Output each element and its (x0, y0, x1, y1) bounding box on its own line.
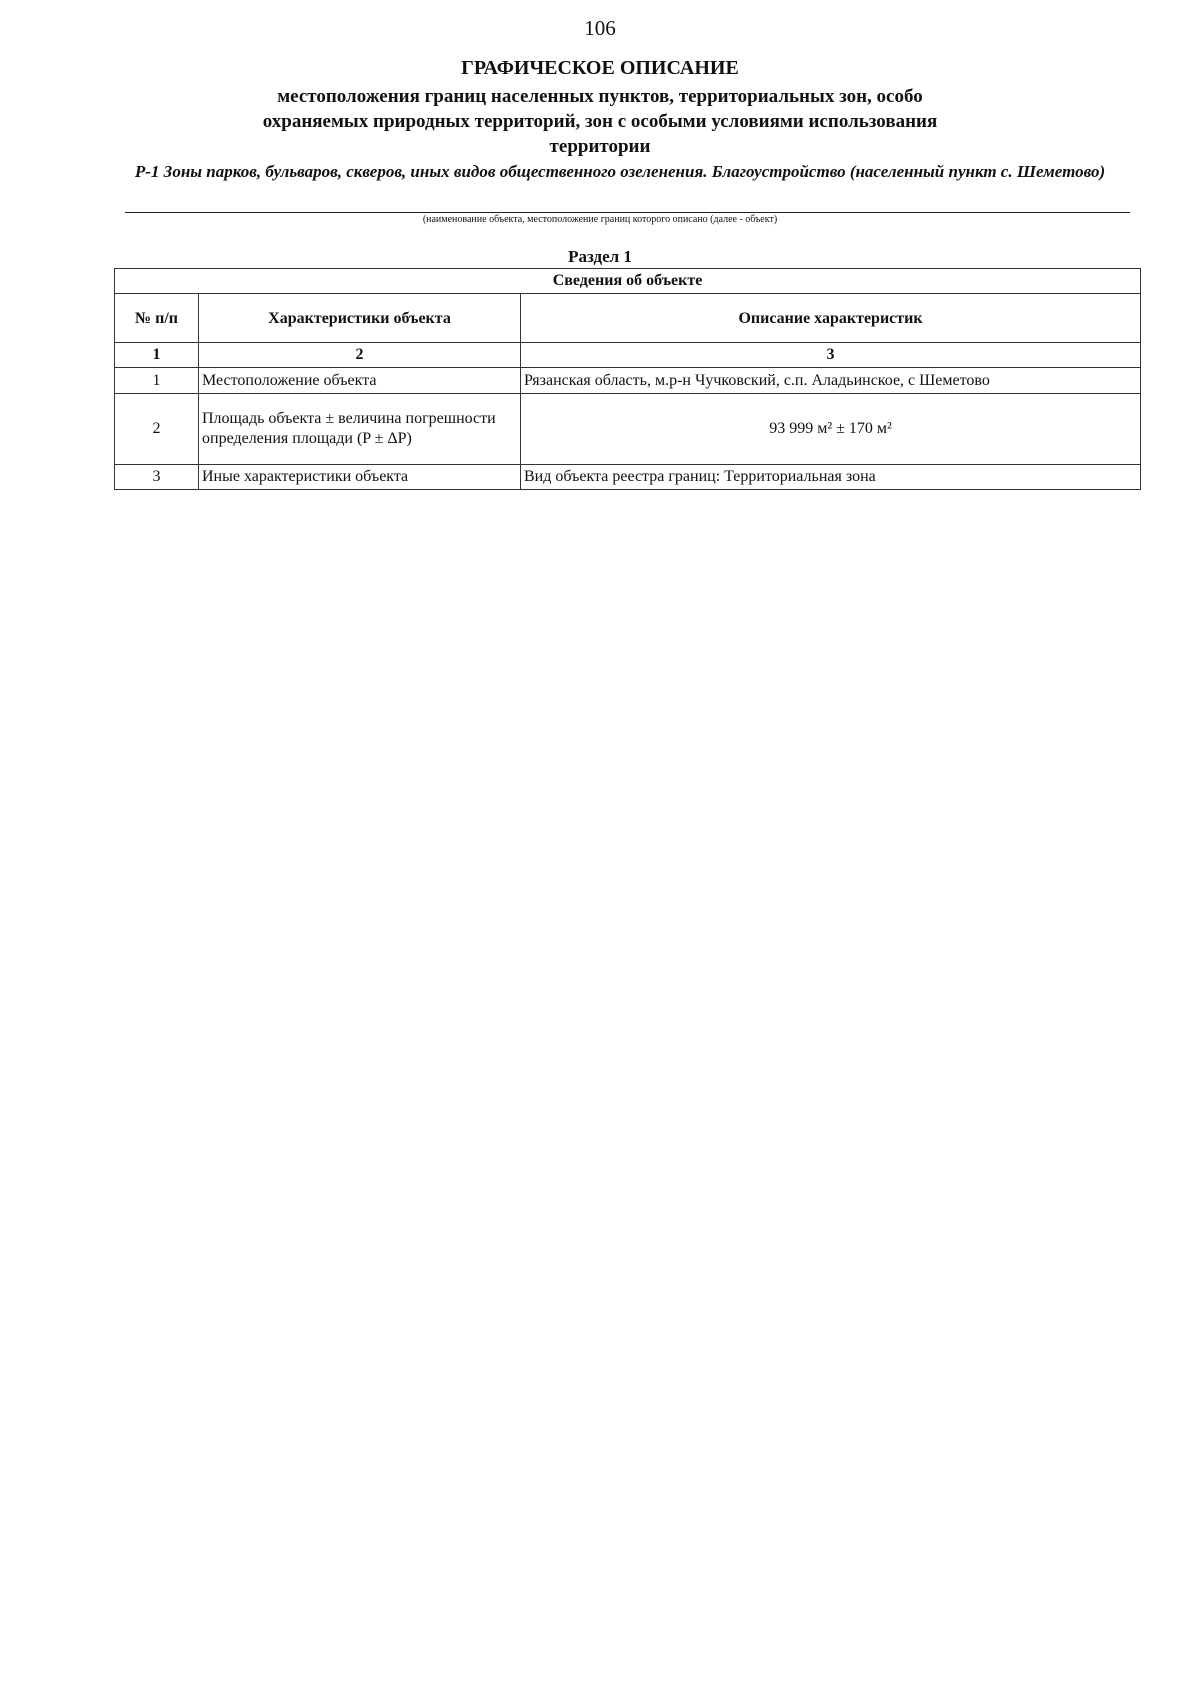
row-number: 2 (115, 394, 199, 465)
table-row (115, 465, 1141, 490)
row-characteristic: Площадь объекта ± величина погрешности определения площади (P ± ΔP) (199, 394, 521, 465)
section-title: Раздел 1 (568, 247, 632, 266)
column-header-number: № п/п (115, 294, 199, 343)
column-header-description: Описание характеристик (521, 294, 1141, 343)
column-header-characteristic: Характеристики объекта (199, 294, 521, 343)
column-number-row (115, 343, 1141, 368)
document-title: ГРАФИЧЕСКОЕ ОПИСАНИЕ (461, 57, 739, 79)
row-description: 93 999 м² ± 170 м² (521, 394, 1141, 465)
object-info-table (114, 268, 1141, 490)
table-header-row (115, 294, 1141, 343)
page-number: 106 (584, 16, 616, 40)
column-number: 3 (521, 343, 1141, 368)
object-name: Р-1 Зоны парков, бульваров, скверов, иных видов общественного озеленения. Благоустройство (населенный пункт с. Шеметово) (134, 162, 1106, 181)
row-description: Рязанская область, м.р-н Чучковский, с.п. Аладьинское, с Шеметово (521, 368, 1141, 394)
table-row (115, 368, 1141, 394)
row-description: Вид объекта реестра границ: Территориальная зона (521, 465, 1141, 490)
document-subtitle: местоположения границ населенных пунктов, территориальных зон, особо охраняемых природных территорий, зон с особыми условиями использования территории (262, 86, 938, 157)
row-number: 3 (115, 465, 199, 490)
table-caption: Сведения об объекте (115, 269, 1141, 294)
column-number: 2 (199, 343, 521, 368)
object-caption: (наименование объекта, местоположение границ которого описано (далее - объект) (422, 214, 778, 225)
table-caption-row (115, 269, 1141, 294)
row-characteristic: Местоположение объекта (199, 368, 521, 394)
column-number: 1 (115, 343, 199, 368)
row-characteristic: Иные характеристики объекта (199, 465, 521, 490)
row-number: 1 (115, 368, 199, 394)
table-row (115, 394, 1141, 465)
object-name-underline (125, 212, 1130, 213)
